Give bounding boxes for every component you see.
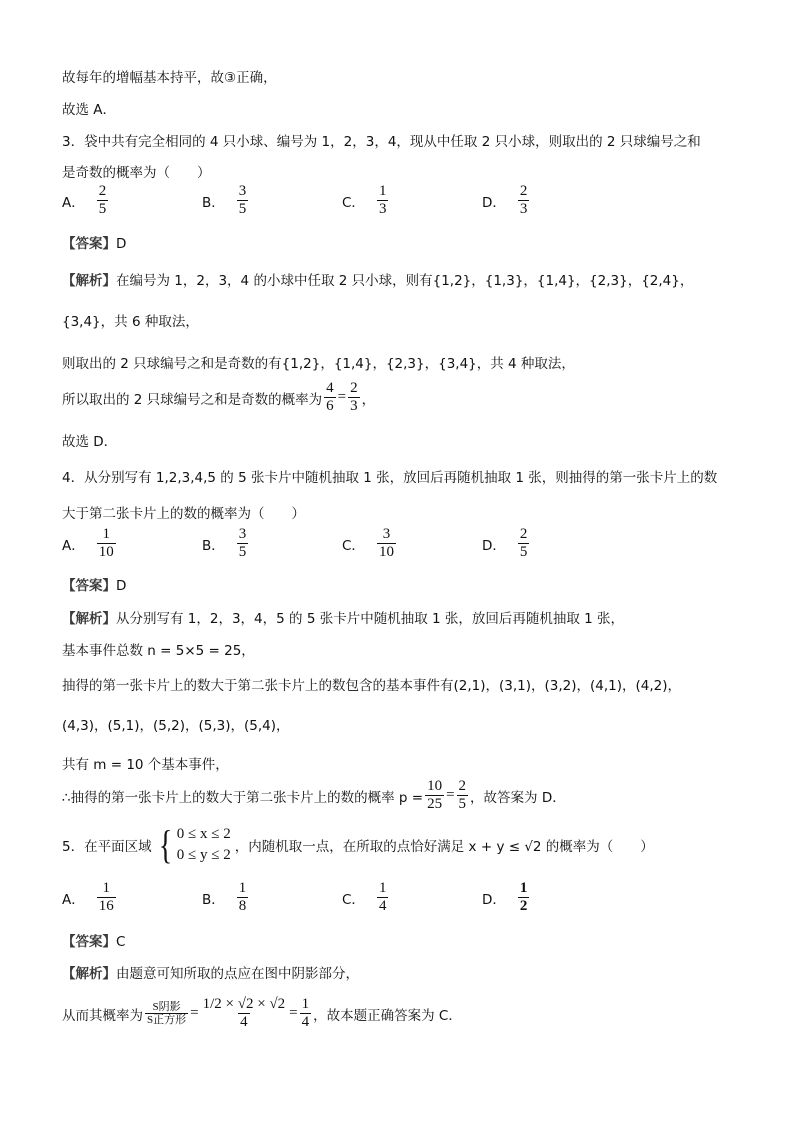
fraction: $\frac{2}{5}$ bbox=[98, 183, 107, 218]
analysis-line: 抽得的第一张卡片上的数大于第二张卡片上的数包含的基本事件有(2,1)，(3,1)，(3,2)，(4,1)，(4,2)， bbox=[62, 678, 682, 694]
analysis-line: (4,3)，(5,1)，(5,2)，(5,3)，(5,4)， bbox=[62, 718, 290, 734]
option-b: B． $\frac{3}{5}$ bbox=[202, 183, 247, 218]
fraction: $\frac{2}{5}$ bbox=[519, 526, 528, 561]
fraction: $\frac{2}{3}$ bbox=[350, 380, 358, 415]
fraction: $\frac{2}{3}$ bbox=[519, 183, 528, 218]
analysis-line: 基本事件总数 n = 5×5 = 25， bbox=[62, 643, 255, 659]
analysis-line: 故选 D． bbox=[62, 434, 118, 450]
question-4-stem-cont: 大于第二张卡片上的数的概率为（ ） bbox=[62, 506, 305, 522]
fraction: $\frac{3}{5}$ bbox=[238, 526, 247, 561]
text-line: 故选 A． bbox=[62, 102, 117, 118]
option-c: C． $\frac{1}{4}$ bbox=[342, 880, 387, 915]
analysis-tag: 【解析】 bbox=[62, 611, 116, 627]
question-3-stem-cont: 是奇数的概率为（ ） bbox=[62, 165, 211, 181]
option-a: A． $\frac{2}{5}$ bbox=[62, 183, 107, 218]
option-b: B． $\frac{3}{5}$ bbox=[202, 526, 247, 561]
option-d: D． $\frac{1}{2}$ bbox=[482, 880, 528, 915]
fraction: $\frac{1}{16}$ bbox=[98, 880, 114, 915]
answer-line bbox=[62, 574, 126, 594]
fraction: $\frac{1}{2}$ bbox=[519, 880, 528, 915]
question-4-stem: 4．从分别写有 1,2,3,4,5 的 5 张卡片中随机抽取 1 张，放回后再随机抽取 1 张，则抽得的第一张卡片上的数 bbox=[62, 470, 718, 486]
analysis-line: ∴抽得的第一张卡片上的数大于第二张卡片上的数的概率 p = $\frac{10}{25}$ = $\frac{2}{5}$ ，故答案为 D． bbox=[62, 778, 566, 813]
analysis-line: 所以取出的 2 只球编号之和是奇数的概率为 $\frac{4}{6}$ = $\frac{2}{3}$ ， bbox=[62, 380, 376, 415]
fraction: $\frac{4}{6}$ bbox=[326, 380, 334, 415]
inequality-system: { 0 ≤ x ≤ 2 0 ≤ y ≤ 2 bbox=[158, 822, 231, 867]
fraction: $\frac{1}{4}$ bbox=[301, 996, 310, 1031]
analysis-line: 【解析】由题意可知所取的点应在图中阴影部分， bbox=[62, 966, 359, 982]
fraction: $\frac{1}{10}$ bbox=[98, 526, 114, 561]
fraction: $\frac{\text{S阴影}}{\text{S正方形}}$ bbox=[147, 1000, 187, 1027]
brace-glyph: { bbox=[158, 822, 172, 867]
option-d: D． $\frac{2}{5}$ bbox=[482, 526, 528, 561]
fraction: $\frac{1}{4}$ bbox=[378, 880, 387, 915]
fraction: $\frac{1}{3}$ bbox=[378, 183, 387, 218]
analysis-line: {3,4}，共 6 种取法， bbox=[62, 314, 199, 330]
option-a: A． $\frac{1}{16}$ bbox=[62, 880, 114, 915]
analysis-line: 则取出的 2 只球编号之和是奇数的有{1,2}，{1,4}，{2,3}，{3,4}，共 4 种取法， bbox=[62, 356, 575, 372]
analysis-line: 共有 m = 10 个基本事件， bbox=[62, 757, 229, 773]
text-line: 故每年的增幅基本持平，故③正确， bbox=[62, 70, 277, 86]
answer-tag: 【答案】 bbox=[62, 578, 116, 594]
analysis-line: 【解析】从分别写有 1，2，3，4，5 的 5 张卡片中随机抽取 1 张，放回后再随机抽取 1 张， bbox=[62, 611, 625, 627]
answer-tag: 【答案】 bbox=[62, 236, 116, 252]
analysis-line: 从而其概率为 $\frac{\text{S阴影}}{\text{S正方形}}$ = $\frac{1/2 \times √2 \times √2}{4}$ = $\frac{1}{4}$ ，故本题正确答案为 C． bbox=[62, 996, 462, 1031]
option-a: A． $\frac{1}{10}$ bbox=[62, 526, 114, 561]
answer-value: C bbox=[116, 934, 126, 950]
option-c: C． $\frac{3}{10}$ bbox=[342, 526, 394, 561]
answer-line bbox=[62, 232, 126, 252]
option-d: D． $\frac{2}{3}$ bbox=[482, 183, 528, 218]
fraction: $\frac{3}{5}$ bbox=[238, 183, 247, 218]
option-b: B． $\frac{1}{8}$ bbox=[202, 880, 247, 915]
answer-value: D bbox=[116, 578, 127, 594]
answer-line bbox=[62, 930, 125, 950]
fraction: $\frac{10}{25}$ bbox=[427, 778, 443, 813]
answer-tag: 【答案】 bbox=[62, 934, 116, 950]
fraction: $\frac{1/2 \times √2 \times √2}{4}$ bbox=[202, 996, 286, 1031]
option-c: C． $\frac{1}{3}$ bbox=[342, 183, 387, 218]
question-3-stem: 3．袋中共有完全相同的 4 只小球、编号为 1，2，3，4，现从中任取 2 只小球，则取出的 2 只球编号之和 bbox=[62, 134, 701, 150]
analysis-tag: 【解析】 bbox=[62, 273, 116, 289]
fraction: $\frac{3}{10}$ bbox=[378, 526, 394, 561]
fraction: $\frac{2}{5}$ bbox=[458, 778, 467, 813]
analysis-tag: 【解析】 bbox=[62, 966, 116, 982]
answer-value: D bbox=[116, 236, 127, 252]
question-5-stem: 5．在平面区域 { 0 ≤ x ≤ 2 0 ≤ y ≤ 2 ，内随机取一点，在所取的点恰好满足 x + y ≤ √2 的概率为（ ） bbox=[62, 822, 654, 867]
analysis-line: 【解析】在编号为 1，2，3，4 的小球中任取 2 只小球，则有{1,2}，{1,3}，{1,4}，{2,3}，{2,4}， bbox=[62, 273, 694, 289]
fraction: $\frac{1}{8}$ bbox=[238, 880, 247, 915]
